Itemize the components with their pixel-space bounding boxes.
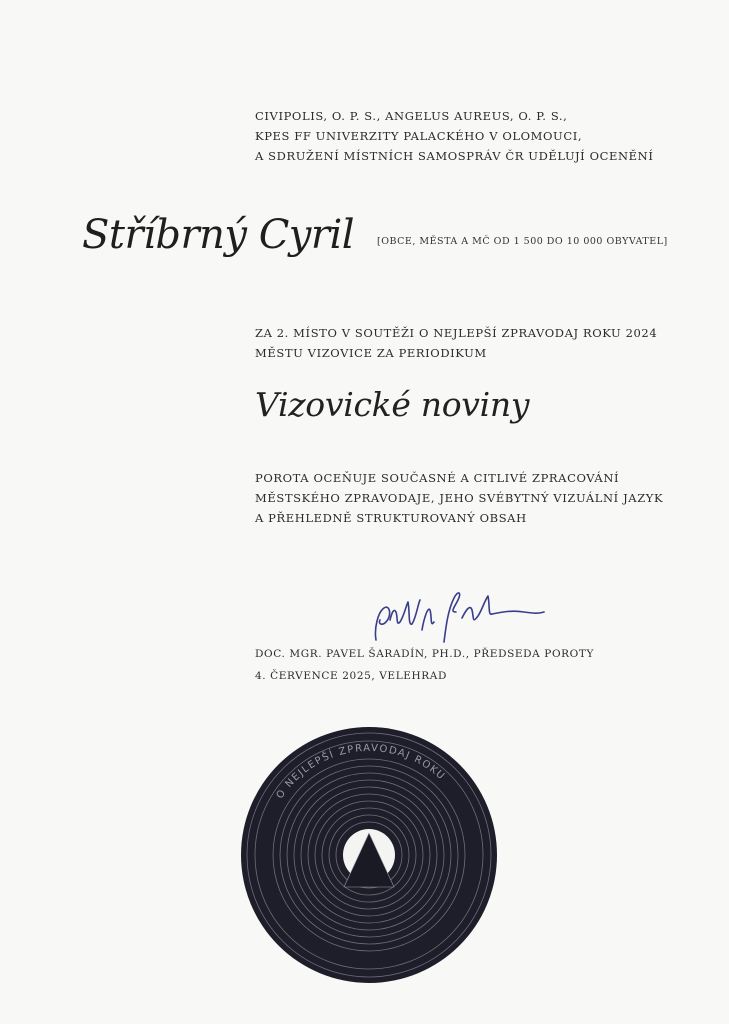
- seal-ring-text: O NEJLEPŠÍ ZPRAVODAJ ROKU: [274, 742, 448, 801]
- award-title: Stříbrný Cyril: [82, 212, 355, 258]
- award-category: [OBCE, MĚSTA A MČ OD 1 500 DO 10 000 OBYVATEL]: [377, 236, 668, 247]
- issuers-line: A SDRUŽENÍ MÍSTNÍCH SAMOSPRÁV ČR UDĚLUJÍ OCENĚNÍ: [255, 149, 654, 163]
- issuers-block: [255, 106, 653, 166]
- embossed-seal: [240, 726, 498, 984]
- signer-name: DOC. MGR. PAVEL ŠARADÍN, PH.D., PŘEDSEDA POROTY: [255, 648, 595, 660]
- citation-line: A PŘEHLEDNĚ STRUKTUROVANÝ OBSAH: [255, 511, 527, 525]
- citation-block: [255, 468, 663, 528]
- placement-block: [255, 323, 657, 363]
- date-place: 4. ČERVENCE 2025, VELEHRAD: [255, 670, 448, 682]
- issuers-line: KPES FF UNIVERZITY PALACKÉHO V OLOMOUCI,: [255, 129, 583, 143]
- issuers-line: CIVIPOLIS, O. P. S., ANGELUS AUREUS, O. P. S.,: [255, 109, 568, 123]
- citation-line: POROTA OCEŇUJE SOUČASNÉ A CITLIVÉ ZPRACOVÁNÍ: [255, 471, 620, 485]
- newspaper-title: Vizovické noviny: [255, 385, 530, 424]
- citation-line: MĚSTSKÉHO ZPRAVODAJE, JEHO SVÉBYTNÝ VIZUÁLNÍ JAZYK: [255, 491, 664, 505]
- placement-line: MĚSTU VIZOVICE ZA PERIODIKUM: [255, 346, 487, 360]
- handwritten-signature: [362, 582, 547, 652]
- placement-line: ZA 2. MÍSTO V SOUTĚŽI O NEJLEPŠÍ ZPRAVODAJ ROKU 2024: [255, 326, 658, 340]
